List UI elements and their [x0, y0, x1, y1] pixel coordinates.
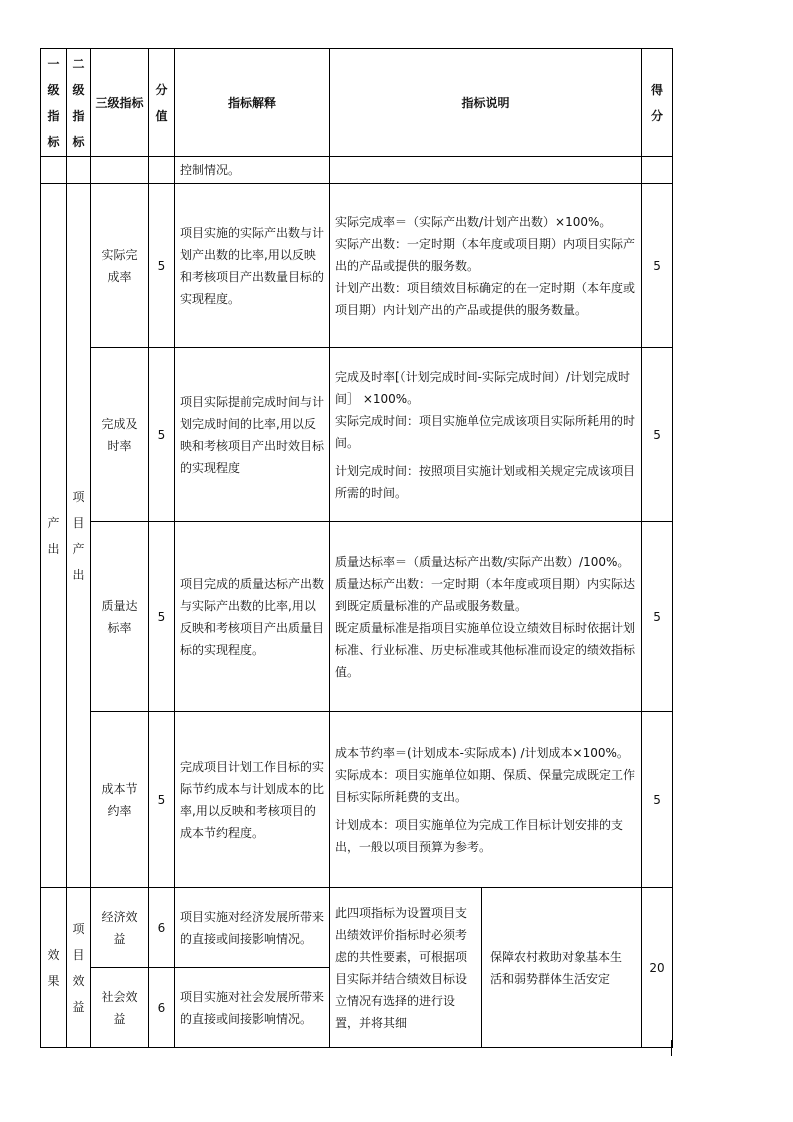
header-level2-text: 二级指标	[72, 56, 85, 149]
indicator-score: 5	[149, 184, 175, 348]
desc-line: 实际完成率＝（实际产出数/计划产出数）×100%。	[335, 214, 612, 229]
indicator-explain: 完成项目计划工作目标的实际节约成本与计划成本的比率,用以反映和考核项目的成本节约程度。	[175, 712, 330, 888]
desc-line: 计划完成时间：按照项目实施计划或相关规定完成该项目所需的时间。	[335, 463, 636, 500]
indicator-desc	[330, 522, 642, 712]
level2-output-text: 项目产出	[72, 489, 85, 582]
desc-line: 完成及时率[（计划完成时间-实际完成时间）/计划完成时间］ ×100%。	[335, 369, 631, 406]
table-row	[41, 522, 673, 712]
table-row	[41, 888, 673, 968]
header-level3: 三级指标	[91, 49, 149, 157]
level2-output	[67, 184, 91, 888]
header-score	[149, 49, 175, 157]
level2-effect	[67, 888, 91, 1048]
indicator-explain: 项目实施对社会发展所带来的直接或间接影响情况。	[175, 968, 330, 1048]
table-row	[41, 712, 673, 888]
indicator-name: 实际完成率	[91, 184, 149, 348]
indicator-score: 6	[149, 888, 175, 968]
indicator-score: 6	[149, 968, 175, 1048]
indicator-name: 完成及时率	[91, 348, 149, 522]
indicator-desc	[330, 184, 642, 348]
indicator-explain: 项目实际提前完成时间与计划完成时间的比率,用以反映和考核项目产出时效目标的实现程度	[175, 348, 330, 522]
desc-line: 既定质量标准是指项目实施单位设立绩效目标时依据计划标准、行业标准、历史标准或其他标准而设定的绩效指标值。	[335, 620, 636, 679]
indicator-name: 社会效益	[91, 968, 149, 1048]
indicator-desc	[330, 712, 642, 888]
header-got-text: 得分	[651, 82, 664, 123]
desc-line: 实际产出数：一定时期（本年度或项目期）内项目实际产出的产品或提供的服务数。	[335, 236, 636, 273]
effect-desc: 此四项指标为设置项目支出绩效评价指标时必须考虑的共性要素，可根据项目实际并结合绩效目标设立情况有选择的进行设置，并将其细	[330, 888, 482, 1048]
indicator-score: 5	[149, 712, 175, 888]
indicator-got: 5	[642, 184, 673, 348]
desc-line: 实际成本：项目实施单位如期、保质、保量完成既定工作目标实际所耗费的支出。	[335, 767, 636, 804]
indicator-explain: 项目实施的实际产出数与计划产出数的比率,用以反映和考核项目产出数量目标的实现程度。	[175, 184, 330, 348]
header-level2	[67, 49, 91, 157]
indicator-name: 成本节约率	[91, 712, 149, 888]
desc-line: 计划产出数：项目绩效目标确定的在一定时期（本年度或项目期）内计划产出的产品或提供的服务数量。	[335, 280, 636, 317]
header-explain: 指标解释	[175, 49, 330, 157]
indicator-explain: 项目实施对经济发展所带来的直接或间接影响情况。	[175, 888, 330, 968]
indicator-desc	[330, 348, 642, 522]
indicator-name: 质量达标率	[91, 522, 149, 712]
desc-line: 质量达标率＝（质量达标产出数/实际产出数）/100%。	[335, 554, 630, 569]
carry-over-explain: 控制情况。	[175, 157, 330, 184]
table-row	[41, 348, 673, 522]
desc-line: 计划成本：项目实施单位为完成工作目标计划安排的支出，一般以项目预算为参考。	[335, 817, 624, 854]
indicator-explain: 项目完成的质量达标产出数与实际产出数的比率,用以反映和考核项目产出质量目标的实现程度。	[175, 522, 330, 712]
level1-output-text: 产出	[47, 515, 60, 556]
header-got	[642, 49, 673, 157]
table-row	[41, 184, 673, 348]
effect-got: 20	[642, 888, 673, 1048]
effect-goal: 保障农村救助对象基本生活和弱势群体生活安定	[482, 888, 642, 1048]
header-desc: 指标说明	[330, 49, 642, 157]
indicator-score: 5	[149, 348, 175, 522]
evaluation-table	[40, 48, 673, 1048]
header-level1-text: 一级指标	[47, 56, 60, 149]
header-score-text: 分值	[155, 82, 168, 123]
level2-effect-text: 项目效益	[72, 921, 85, 1014]
desc-line: 质量达标产出数：一定时期（本年度或项目期）内实际达到既定质量标准的产品或服务数量。	[335, 576, 636, 613]
table-header-row	[41, 49, 673, 157]
indicator-score: 5	[149, 522, 175, 712]
indicator-got: 5	[642, 712, 673, 888]
indicator-name: 经济效益	[91, 888, 149, 968]
header-level1	[41, 49, 67, 157]
level1-effect	[41, 888, 67, 1048]
desc-line: 实际完成时间：项目实施单位完成该项目实际所耗用的时间。	[335, 413, 636, 450]
desc-line: 成本节约率＝(计划成本-实际成本) /计划成本×100%。	[335, 745, 629, 760]
carry-over-row	[41, 157, 673, 184]
level1-output	[41, 184, 67, 888]
level1-effect-text: 效果	[47, 947, 60, 988]
indicator-got: 5	[642, 348, 673, 522]
indicator-got: 5	[642, 522, 673, 712]
table-continuation-line	[671, 1040, 672, 1056]
